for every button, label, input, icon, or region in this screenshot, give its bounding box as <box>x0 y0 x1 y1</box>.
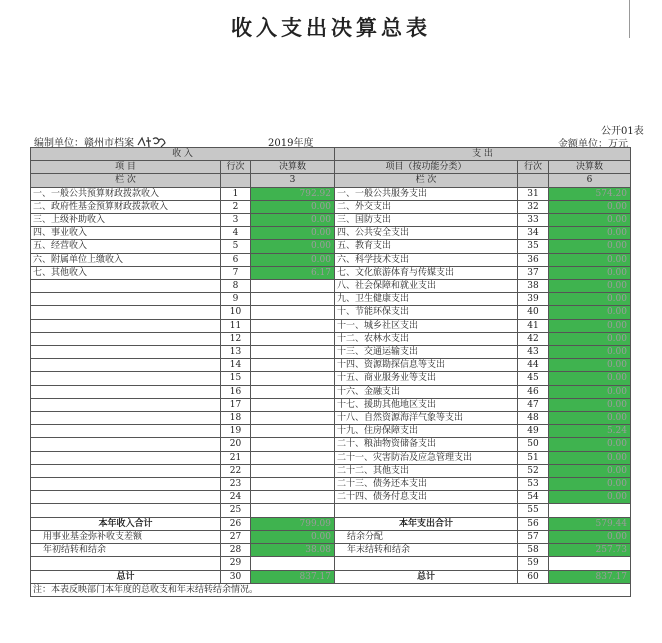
expense-line-no: 52 <box>518 464 549 477</box>
income-amount <box>251 557 335 570</box>
table-row <box>31 438 631 451</box>
table-row <box>31 464 631 477</box>
income-line-header: 行次 <box>221 161 251 174</box>
income-amount <box>251 425 335 438</box>
income-amount <box>251 385 335 398</box>
income-line-no: 13 <box>221 346 251 359</box>
table-row <box>31 293 631 306</box>
income-line-no: 9 <box>221 293 251 306</box>
column-header-row <box>31 161 631 174</box>
income-amount <box>251 332 335 345</box>
income-line-no: 5 <box>221 240 251 253</box>
income-item <box>31 346 221 359</box>
income-line-no: 25 <box>221 504 251 517</box>
expense-item: 一、一般公共服务支出 <box>335 187 518 200</box>
expense-item: 五、教育支出 <box>335 240 518 253</box>
table-row <box>31 570 631 583</box>
income-item: 年初结转和结余 <box>31 544 221 557</box>
income-item <box>31 464 221 477</box>
income-col-blank <box>221 174 251 187</box>
expense-line-no: 51 <box>518 451 549 464</box>
income-item <box>31 319 221 332</box>
expense-item: 十七、援助其他地区支出 <box>335 398 518 411</box>
income-line-no: 20 <box>221 438 251 451</box>
expense-amount: 0.00 <box>549 346 631 359</box>
income-amount <box>251 478 335 491</box>
income-line-no: 15 <box>221 372 251 385</box>
amount-unit: 金额单位：万元 <box>558 139 628 150</box>
expense-item: 十六、金融支出 <box>335 385 518 398</box>
expense-line-no: 47 <box>518 398 549 411</box>
income-amount: 0.00 <box>251 227 335 240</box>
expense-line-no: 49 <box>518 425 549 438</box>
table-row <box>31 266 631 279</box>
expense-amount: 0.00 <box>549 478 631 491</box>
table-row <box>31 491 631 504</box>
expense-amount: 0.00 <box>549 293 631 306</box>
expense-line-no: 48 <box>518 412 549 425</box>
income-col-index: 3 <box>251 174 335 187</box>
expense-amount: 837.17 <box>549 570 631 583</box>
expense-amount: 0.00 <box>549 530 631 543</box>
expense-item: 十八、自然资源海洋气象等支出 <box>335 412 518 425</box>
income-line-no: 23 <box>221 478 251 491</box>
income-item: 用事业基金弥补收支差额 <box>31 530 221 543</box>
income-item: 本年收入合计 <box>31 517 221 530</box>
expense-item: 九、卫生健康支出 <box>335 293 518 306</box>
expense-line-no: 56 <box>518 517 549 530</box>
expense-line-header: 行次 <box>518 161 549 174</box>
income-amount <box>251 398 335 411</box>
income-item: 总计 <box>31 570 221 583</box>
table-row <box>31 412 631 425</box>
income-line-no: 3 <box>221 214 251 227</box>
income-line-no: 16 <box>221 385 251 398</box>
table-row <box>31 332 631 345</box>
expense-section-header: 支 出 <box>335 148 631 161</box>
expense-item: 二、外交支出 <box>335 200 518 213</box>
expense-item: 八、社会保障和就业支出 <box>335 280 518 293</box>
income-amount <box>251 464 335 477</box>
income-item <box>31 293 221 306</box>
expense-item: 三、国防支出 <box>335 214 518 227</box>
income-item <box>31 491 221 504</box>
expense-line-no: 45 <box>518 372 549 385</box>
column-index-row <box>31 174 631 187</box>
income-line-no: 1 <box>221 187 251 200</box>
income-item <box>31 385 221 398</box>
income-item <box>31 359 221 372</box>
section-header-row <box>31 148 631 161</box>
income-line-no: 11 <box>221 319 251 332</box>
expense-amount: 579.44 <box>549 517 631 530</box>
income-amount: 792.92 <box>251 187 335 200</box>
table-row <box>31 214 631 227</box>
expense-line-no: 60 <box>518 570 549 583</box>
expense-item: 十九、住房保障支出 <box>335 425 518 438</box>
income-item: 六、附属单位上缴收入 <box>31 253 221 266</box>
expense-line-no: 58 <box>518 544 549 557</box>
income-item: 一、一般公共预算财政拨款收入 <box>31 187 221 200</box>
income-amount: 0.00 <box>251 214 335 227</box>
income-section-header: 收 入 <box>31 148 335 161</box>
table-row <box>31 253 631 266</box>
expense-amount <box>549 557 631 570</box>
table-row <box>31 425 631 438</box>
expense-amount <box>549 504 631 517</box>
income-amount <box>251 293 335 306</box>
report-title: 收入支出决算总表 <box>231 16 431 40</box>
income-line-no: 6 <box>221 253 251 266</box>
expense-line-no: 33 <box>518 214 549 227</box>
income-line-no: 10 <box>221 306 251 319</box>
expense-line-no: 32 <box>518 200 549 213</box>
income-item <box>31 425 221 438</box>
income-amount <box>251 306 335 319</box>
income-amount <box>251 372 335 385</box>
expense-line-no: 38 <box>518 280 549 293</box>
table-row <box>31 517 631 530</box>
table-row <box>31 372 631 385</box>
income-line-no: 30 <box>221 570 251 583</box>
income-amount <box>251 438 335 451</box>
expense-amount: 0.00 <box>549 200 631 213</box>
expense-line-no: 43 <box>518 346 549 359</box>
income-amount: 0.00 <box>251 200 335 213</box>
income-line-no: 17 <box>221 398 251 411</box>
form-number: 公开01表 <box>601 126 644 137</box>
expense-line-no: 57 <box>518 530 549 543</box>
income-amount: 0.00 <box>251 240 335 253</box>
income-line-no: 12 <box>221 332 251 345</box>
income-item <box>31 412 221 425</box>
expense-amount-header: 决算数 <box>549 161 631 174</box>
expense-amount: 5.24 <box>549 425 631 438</box>
income-amount <box>251 280 335 293</box>
expense-line-no: 35 <box>518 240 549 253</box>
expense-line-no: 53 <box>518 478 549 491</box>
table-row <box>31 359 631 372</box>
income-amount <box>251 319 335 332</box>
expense-line-no: 31 <box>518 187 549 200</box>
income-line-no: 7 <box>221 266 251 279</box>
table-row <box>31 478 631 491</box>
income-item <box>31 478 221 491</box>
table-row <box>31 200 631 213</box>
expense-line-no: 46 <box>518 385 549 398</box>
expense-line-no: 42 <box>518 332 549 345</box>
income-item <box>31 557 221 570</box>
expense-amount: 0.00 <box>549 253 631 266</box>
expense-amount: 0.00 <box>549 266 631 279</box>
income-amount <box>251 504 335 517</box>
table-row <box>31 346 631 359</box>
income-item: 三、上级补助收入 <box>31 214 221 227</box>
income-item <box>31 306 221 319</box>
expense-line-no: 34 <box>518 227 549 240</box>
expense-line-no: 39 <box>518 293 549 306</box>
income-amount <box>251 491 335 504</box>
income-item: 二、政府性基金预算财政拨款收入 <box>31 200 221 213</box>
expense-item: 结余分配 <box>335 530 518 543</box>
income-item <box>31 280 221 293</box>
income-line-no: 22 <box>221 464 251 477</box>
expense-item: 十三、交通运输支出 <box>335 346 518 359</box>
expense-item: 十一、城乡社区支出 <box>335 319 518 332</box>
income-amount: 837.17 <box>251 570 335 583</box>
table-row <box>31 187 631 200</box>
table-row <box>31 398 631 411</box>
income-item: 四、事业收入 <box>31 227 221 240</box>
table-row <box>31 280 631 293</box>
expense-line-no: 59 <box>518 557 549 570</box>
expense-amount: 0.00 <box>549 412 631 425</box>
income-amount: 0.00 <box>251 253 335 266</box>
expense-line-no: 54 <box>518 491 549 504</box>
expense-item: 四、公共安全支出 <box>335 227 518 240</box>
expense-amount: 0.00 <box>549 398 631 411</box>
income-item-header: 项 目 <box>31 161 221 174</box>
income-amount <box>251 412 335 425</box>
income-item <box>31 372 221 385</box>
table-row <box>31 385 631 398</box>
expense-line-no: 40 <box>518 306 549 319</box>
expense-item: 六、科学技术支出 <box>335 253 518 266</box>
report-year: 2019年度 <box>268 138 314 149</box>
expense-item: 年末结转和结余 <box>335 544 518 557</box>
income-amount <box>251 451 335 464</box>
expense-amount: 0.00 <box>549 438 631 451</box>
footnote: 注：本表反映部门本年度的总收支和年末结转结余情况。 <box>31 583 631 596</box>
income-item <box>31 438 221 451</box>
expense-amount: 0.00 <box>549 451 631 464</box>
income-item: 七、其他收入 <box>31 266 221 279</box>
income-line-no: 29 <box>221 557 251 570</box>
expense-line-no: 37 <box>518 266 549 279</box>
expense-amount: 0.00 <box>549 491 631 504</box>
table-row <box>31 227 631 240</box>
table-row <box>31 240 631 253</box>
expense-item <box>335 557 518 570</box>
expense-item <box>335 504 518 517</box>
expense-item: 本年支出合计 <box>335 517 518 530</box>
income-item <box>31 504 221 517</box>
table-row <box>31 544 631 557</box>
income-amount: 38.08 <box>251 544 335 557</box>
expense-amount: 0.00 <box>549 306 631 319</box>
table-row <box>31 319 631 332</box>
expense-item: 七、文化旅游体育与传媒支出 <box>335 266 518 279</box>
expense-amount: 0.00 <box>549 385 631 398</box>
income-line-no: 14 <box>221 359 251 372</box>
expense-item: 二十一、灾害防治及应急管理支出 <box>335 451 518 464</box>
income-line-no: 4 <box>221 227 251 240</box>
table-row <box>31 530 631 543</box>
income-line-no: 2 <box>221 200 251 213</box>
income-item <box>31 398 221 411</box>
income-item <box>31 332 221 345</box>
income-amount <box>251 359 335 372</box>
expense-item: 二十三、债务还本支出 <box>335 478 518 491</box>
income-line-no: 8 <box>221 280 251 293</box>
expense-item: 十二、农林水支出 <box>335 332 518 345</box>
income-line-no: 26 <box>221 517 251 530</box>
income-line-no: 18 <box>221 412 251 425</box>
expense-amount: 0.00 <box>549 319 631 332</box>
income-line-no: 28 <box>221 544 251 557</box>
budget-table <box>30 147 631 597</box>
footnote-row <box>31 583 631 596</box>
expense-amount: 0.00 <box>549 214 631 227</box>
expense-item: 二十四、债务付息支出 <box>335 491 518 504</box>
expense-item: 十、节能环保支出 <box>335 306 518 319</box>
expense-item-header: 项目（按功能分类） <box>335 161 518 174</box>
expense-amount: 0.00 <box>549 464 631 477</box>
expense-item: 十四、资源勘探信息等支出 <box>335 359 518 372</box>
income-amount <box>251 346 335 359</box>
expense-item: 二十、粮油物资储备支出 <box>335 438 518 451</box>
income-line-no: 21 <box>221 451 251 464</box>
expense-amount: 0.00 <box>549 240 631 253</box>
expense-item: 二十二、其他支出 <box>335 464 518 477</box>
table-row <box>31 557 631 570</box>
expense-line-no: 50 <box>518 438 549 451</box>
compiling-unit-label: 编制单位：赣州市档案 <box>34 138 134 149</box>
expense-line-no: 41 <box>518 319 549 332</box>
income-line-no: 24 <box>221 491 251 504</box>
income-amount: 6.17 <box>251 266 335 279</box>
expense-amount: 0.00 <box>549 227 631 240</box>
expense-amount: 0.00 <box>549 359 631 372</box>
expense-amount: 0.00 <box>549 332 631 345</box>
expense-col-label: 栏 次 <box>335 174 518 187</box>
expense-line-no: 36 <box>518 253 549 266</box>
income-amount: 0.00 <box>251 530 335 543</box>
expense-amount: 0.00 <box>549 372 631 385</box>
table-row <box>31 451 631 464</box>
expense-item: 十五、商业服务业等支出 <box>335 372 518 385</box>
income-line-no: 19 <box>221 425 251 438</box>
income-amount-header: 决算数 <box>251 161 335 174</box>
expense-amount: 0.00 <box>549 280 631 293</box>
income-item <box>31 451 221 464</box>
table-row <box>31 306 631 319</box>
table-row <box>31 504 631 517</box>
expense-item: 总计 <box>335 570 518 583</box>
expense-col-blank <box>518 174 549 187</box>
expense-amount: 574.20 <box>549 187 631 200</box>
expense-line-no: 44 <box>518 359 549 372</box>
expense-col-index: 6 <box>549 174 631 187</box>
income-amount: 799.09 <box>251 517 335 530</box>
expense-line-no: 55 <box>518 504 549 517</box>
income-col-label: 栏 次 <box>31 174 221 187</box>
expense-amount: 257.73 <box>549 544 631 557</box>
income-line-no: 27 <box>221 530 251 543</box>
income-item: 五、经营收入 <box>31 240 221 253</box>
